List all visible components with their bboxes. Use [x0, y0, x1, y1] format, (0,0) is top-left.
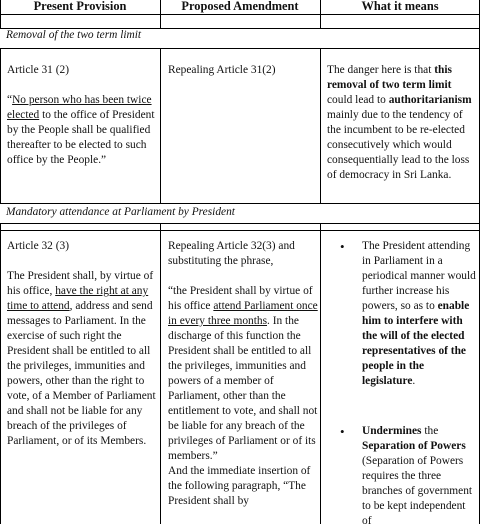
cell-meaning-31 — [327, 63, 476, 183]
meaning-bullet-2: Undermines the Separation of Powers (Separation of Powers requires the three branches of government to be kept independent of — [362, 425, 473, 527]
section-title-attendance: Mandatory attendance at Parliament by President — [6, 206, 235, 218]
amendment-text: Repealing Article 31(2) — [168, 64, 276, 76]
header-proposed-amendment: Proposed Amendment — [181, 0, 299, 13]
amendment-quote: “the President shall by virtue of his office attend Parliament once in every three months. In the discharge of this function the President shall be entitled to all the privileges, immunities and powers of a member of Parliament, other than the entitlement to vote, and shall not be liable for any breach of the privileges of Parliament or of its members.” — [168, 285, 318, 462]
amendment-intro: Repealing Article 32(3) and substituting the phrase, — [168, 240, 295, 267]
meaning-bullet-1: The President attending in Parliament in a periodical manner would further increase his powers, so as to enable him to interfere with the will of the elected representatives of the people in the legislature. — [362, 240, 476, 387]
cell-amendment-32 — [168, 239, 318, 509]
article-text: The President shall, by virtue of his office, have the right at any time to attend, address and send messages to Parliament. In the exercise of such right the President shall be entitled to all the privileges, immunities and powers, other than the right to vote, of a Member of Parliament and shall not be liable for any breach of the privileges of Parliament, or of its Members. — [7, 270, 156, 447]
article-quote: “No person who has been twice elected to the office of President by the People shall be qualified thereafter to be elected to such office by the People.” — [7, 94, 155, 166]
table-rule — [0, 48, 480, 49]
table-border-left — [0, 48, 1, 203]
cell-present-provision-32 — [7, 239, 159, 449]
column-divider — [160, 48, 161, 203]
cell-present-provision-31 — [7, 63, 157, 168]
bullet-marker: • — [340, 424, 345, 439]
header-what-it-means: What it means — [361, 0, 439, 13]
column-divider — [320, 48, 321, 203]
table-rule — [0, 203, 480, 204]
section-title-term-limit: Removal of the two term limit — [6, 29, 142, 41]
table-border-left — [0, 223, 1, 524]
table-rule — [0, 14, 480, 15]
table-rule — [0, 223, 480, 224]
article-label: Article 32 (3) — [7, 240, 69, 252]
article-label: Article 31 (2) — [7, 64, 69, 76]
header-present-provision: Present Provision — [33, 0, 127, 13]
meaning-text: The danger here is that this removal of two term limit could lead to authoritarianism mainly due to the tendency of the incumbent to be re-elected consecutively which would consequentially lead to the loss of democracy in Sri Lanka. — [327, 64, 472, 181]
table-rule — [0, 230, 480, 231]
amendment-tail: And the immediate insertion of the following paragraph, “The President shall by — [168, 465, 311, 507]
bullet-marker: • — [340, 239, 345, 254]
column-divider — [160, 223, 161, 524]
column-divider — [320, 223, 321, 524]
cell-amendment-31 — [168, 63, 318, 78]
